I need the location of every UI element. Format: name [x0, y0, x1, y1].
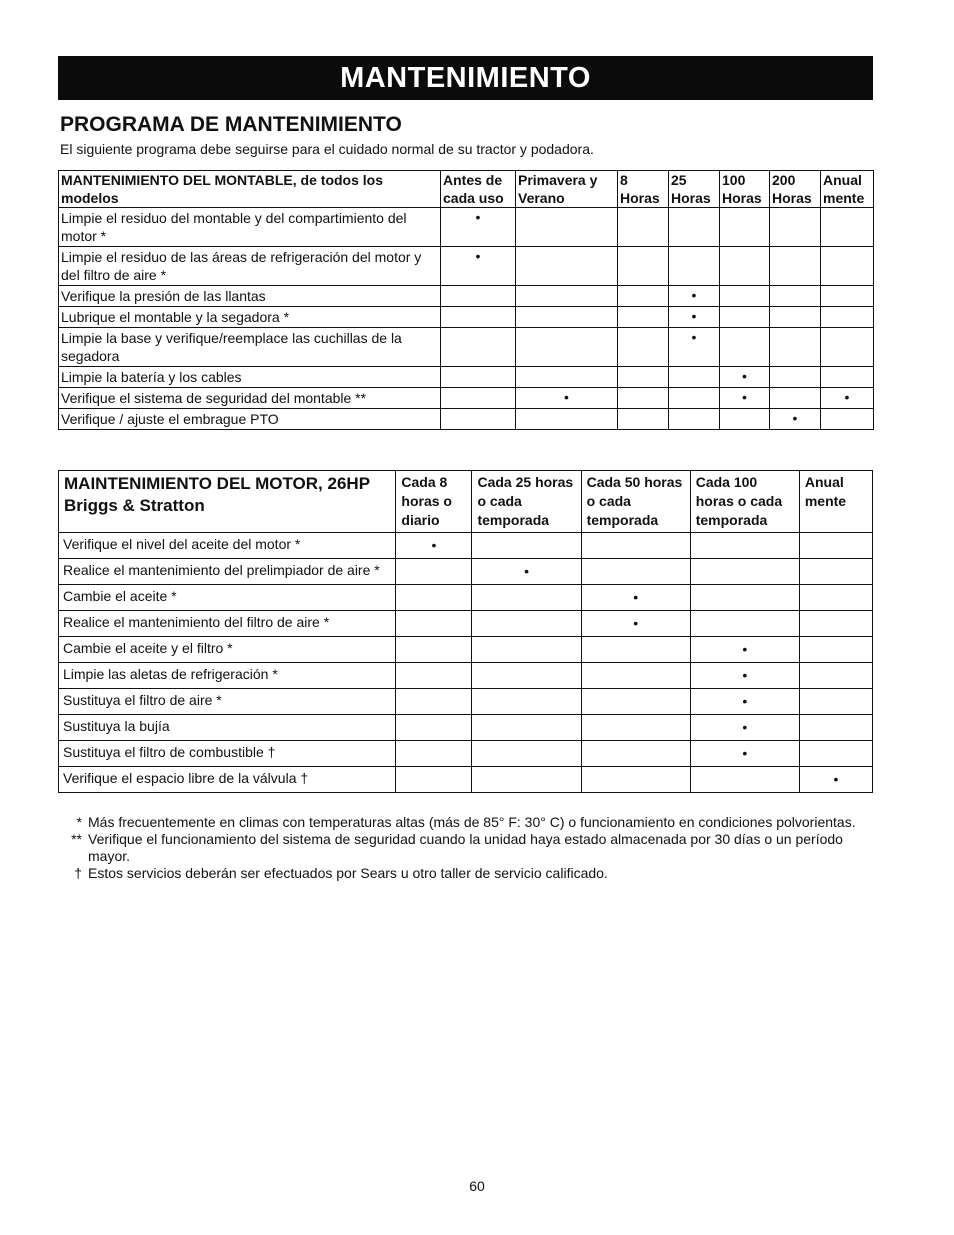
table-row	[59, 741, 873, 767]
interval-mark-cell	[396, 715, 472, 741]
interval-mark-cell: •	[690, 741, 799, 767]
task-cell: Cambie el aceite *	[59, 585, 396, 611]
table-row	[59, 611, 873, 637]
interval-mark-cell	[720, 307, 770, 328]
interval-mark-cell	[821, 286, 874, 307]
interval-mark-cell: •	[669, 286, 720, 307]
interval-mark-cell	[770, 247, 821, 286]
header-interval: Anual mente	[821, 171, 874, 208]
interval-mark-cell	[396, 559, 472, 585]
interval-mark-cell	[799, 533, 872, 559]
intro-text: El siguiente programa debe seguirse para el cuidado normal de su tractor y podadora.	[60, 141, 594, 157]
interval-mark-cell	[396, 663, 472, 689]
header-interval: 25 Horas	[669, 171, 720, 208]
header-interval: Anual mente	[799, 471, 872, 533]
footnote-text: Verifique el funcionamiento del sistema de seguridad cuando la unidad haya estado almacenada por 30 días o un período mayor.	[88, 831, 843, 864]
interval-mark-cell	[720, 208, 770, 247]
footnote-mark: *	[76, 814, 82, 830]
interval-mark-cell	[720, 286, 770, 307]
interval-mark-cell	[396, 637, 472, 663]
interval-mark-cell	[441, 307, 516, 328]
task-cell: Lubrique el montable y la segadora *	[59, 307, 441, 328]
table-row	[59, 388, 874, 409]
table-row	[59, 208, 874, 247]
interval-mark-cell	[581, 637, 690, 663]
interval-mark-cell: •	[690, 637, 799, 663]
interval-mark-cell	[516, 328, 618, 367]
interval-mark-cell	[690, 767, 799, 793]
interval-mark-cell	[441, 328, 516, 367]
interval-mark-cell	[516, 307, 618, 328]
interval-mark-cell	[472, 611, 581, 637]
task-cell: Limpie las aletas de refrigeración *	[59, 663, 396, 689]
interval-mark-cell	[581, 715, 690, 741]
interval-mark-cell: •	[472, 559, 581, 585]
interval-mark-cell	[690, 559, 799, 585]
interval-mark-cell: •	[690, 715, 799, 741]
table-row	[59, 715, 873, 741]
table-row	[59, 286, 874, 307]
table-row	[59, 247, 874, 286]
footnote-mark: †	[74, 865, 82, 881]
footnote-mark: **	[71, 831, 82, 847]
interval-mark-cell	[799, 637, 872, 663]
interval-mark-cell	[618, 286, 669, 307]
interval-mark-cell	[799, 663, 872, 689]
footnote	[58, 865, 878, 882]
header-task: MANTENIMIENTO DEL MONTABLE, de todos los modelos	[59, 171, 441, 208]
interval-mark-cell	[669, 208, 720, 247]
interval-mark-cell	[770, 367, 821, 388]
interval-mark-cell	[516, 367, 618, 388]
interval-mark-cell	[821, 247, 874, 286]
interval-mark-cell	[441, 388, 516, 409]
table-row	[59, 767, 873, 793]
interval-mark-cell	[618, 247, 669, 286]
table-row	[59, 663, 873, 689]
interval-mark-cell	[516, 247, 618, 286]
interval-mark-cell: •	[770, 409, 821, 430]
header-interval: 8 Horas	[618, 171, 669, 208]
interval-mark-cell	[821, 409, 874, 430]
interval-mark-cell	[472, 715, 581, 741]
interval-mark-cell	[799, 689, 872, 715]
interval-mark-cell: •	[441, 208, 516, 247]
task-cell: Realice el mantenimiento del filtro de aire *	[59, 611, 396, 637]
interval-mark-cell	[690, 533, 799, 559]
interval-mark-cell	[799, 585, 872, 611]
interval-mark-cell	[821, 367, 874, 388]
interval-mark-cell	[472, 741, 581, 767]
interval-mark-cell	[618, 409, 669, 430]
table-row	[59, 637, 873, 663]
footnote	[58, 814, 878, 831]
interval-mark-cell	[516, 286, 618, 307]
task-cell: Realice el mantenimiento del prelimpiador de aire *	[59, 559, 396, 585]
interval-mark-cell	[396, 611, 472, 637]
interval-mark-cell	[799, 559, 872, 585]
task-cell: Sustituya el filtro de aire *	[59, 689, 396, 715]
interval-mark-cell	[618, 307, 669, 328]
interval-mark-cell	[821, 328, 874, 367]
table-row	[59, 533, 873, 559]
interval-mark-cell	[770, 286, 821, 307]
interval-mark-cell	[441, 409, 516, 430]
ride-maintenance-table	[58, 170, 874, 430]
task-cell: Sustituya el filtro de combustible †	[59, 741, 396, 767]
header-interval: Primavera y Verano	[516, 171, 618, 208]
interval-mark-cell: •	[396, 533, 472, 559]
interval-mark-cell	[618, 208, 669, 247]
interval-mark-cell	[799, 741, 872, 767]
footnote	[58, 831, 878, 865]
interval-mark-cell	[516, 208, 618, 247]
interval-mark-cell	[396, 767, 472, 793]
table-row	[59, 307, 874, 328]
interval-mark-cell	[669, 367, 720, 388]
interval-mark-cell	[396, 741, 472, 767]
interval-mark-cell: •	[720, 367, 770, 388]
header-interval: Cada 100 horas o cada temporada	[690, 471, 799, 533]
task-cell: Verifique el nivel del aceite del motor *	[59, 533, 396, 559]
interval-mark-cell	[720, 328, 770, 367]
interval-mark-cell	[690, 611, 799, 637]
interval-mark-cell: •	[581, 611, 690, 637]
task-cell: Sustituya la bujía	[59, 715, 396, 741]
interval-mark-cell	[581, 689, 690, 715]
header-interval: 100 Horas	[720, 171, 770, 208]
section-title: PROGRAMA DE MANTENIMIENTO	[60, 113, 402, 136]
table-header-row	[59, 471, 873, 533]
task-cell: Verifique / ajuste el embrague PTO	[59, 409, 441, 430]
page-banner: MANTENIMIENTO	[58, 56, 873, 100]
page-number: 60	[469, 1178, 485, 1194]
task-cell: Verifique la presión de las llantas	[59, 286, 441, 307]
table-row	[59, 689, 873, 715]
interval-mark-cell	[581, 741, 690, 767]
interval-mark-cell	[669, 247, 720, 286]
task-cell: Cambie el aceite y el filtro *	[59, 637, 396, 663]
interval-mark-cell	[581, 559, 690, 585]
interval-mark-cell	[618, 388, 669, 409]
interval-mark-cell: •	[690, 689, 799, 715]
interval-mark-cell	[441, 286, 516, 307]
task-cell: Limpie el residuo del montable y del compartimiento del motor *	[59, 208, 441, 247]
footnote-text: Más frecuentemente en climas con temperaturas altas (más de 85° F: 30° C) o funcionamiento en condiciones polvorientas.	[88, 814, 856, 830]
interval-mark-cell	[581, 663, 690, 689]
interval-mark-cell	[669, 388, 720, 409]
interval-mark-cell	[581, 533, 690, 559]
table-header-row	[59, 171, 874, 208]
task-cell: Limpie la base y verifique/reemplace las cuchillas de la segadora	[59, 328, 441, 367]
interval-mark-cell	[799, 611, 872, 637]
interval-mark-cell: •	[720, 388, 770, 409]
table-row	[59, 585, 873, 611]
interval-mark-cell	[618, 367, 669, 388]
task-cell: Limpie la batería y los cables	[59, 367, 441, 388]
interval-mark-cell: •	[516, 388, 618, 409]
interval-mark-cell	[821, 208, 874, 247]
footnote-text: Estos servicios deberán ser efectuados por Sears u otro taller de servicio calificado.	[88, 865, 608, 881]
interval-mark-cell: •	[669, 328, 720, 367]
table-row	[59, 559, 873, 585]
interval-mark-cell	[472, 637, 581, 663]
header-interval: Cada 8 horas o diario	[396, 471, 472, 533]
interval-mark-cell	[770, 307, 821, 328]
table-row	[59, 328, 874, 367]
interval-mark-cell	[472, 533, 581, 559]
table-row	[59, 409, 874, 430]
interval-mark-cell	[472, 663, 581, 689]
interval-mark-cell	[581, 767, 690, 793]
interval-mark-cell	[799, 715, 872, 741]
table-row	[59, 367, 874, 388]
interval-mark-cell: •	[441, 247, 516, 286]
interval-mark-cell	[821, 307, 874, 328]
header-interval: 200 Horas	[770, 171, 821, 208]
header-interval: Antes de cada uso	[441, 171, 516, 208]
interval-mark-cell	[618, 328, 669, 367]
interval-mark-cell	[690, 585, 799, 611]
interval-mark-cell: •	[821, 388, 874, 409]
interval-mark-cell	[516, 409, 618, 430]
header-task: MAINTENIMIENTO DEL MOTOR, 26HP Briggs & Stratton	[59, 471, 396, 533]
task-cell: Verifique el espacio libre de la válvula †	[59, 767, 396, 793]
interval-mark-cell	[720, 409, 770, 430]
interval-mark-cell	[441, 367, 516, 388]
interval-mark-cell: •	[581, 585, 690, 611]
interval-mark-cell: •	[799, 767, 872, 793]
task-cell: Limpie el residuo de las áreas de refrigeración del motor y del filtro de aire *	[59, 247, 441, 286]
interval-mark-cell	[720, 247, 770, 286]
engine-maintenance-table	[58, 470, 873, 793]
footnotes	[58, 814, 878, 882]
interval-mark-cell	[770, 208, 821, 247]
interval-mark-cell	[770, 328, 821, 367]
interval-mark-cell: •	[690, 663, 799, 689]
interval-mark-cell	[396, 689, 472, 715]
interval-mark-cell	[669, 409, 720, 430]
header-interval: Cada 50 horas o cada temporada	[581, 471, 690, 533]
interval-mark-cell	[472, 767, 581, 793]
interval-mark-cell	[770, 388, 821, 409]
interval-mark-cell	[472, 585, 581, 611]
interval-mark-cell: •	[669, 307, 720, 328]
interval-mark-cell	[396, 585, 472, 611]
interval-mark-cell	[472, 689, 581, 715]
task-cell: Verifique el sistema de seguridad del montable **	[59, 388, 441, 409]
header-interval: Cada 25 horas o cada temporada	[472, 471, 581, 533]
